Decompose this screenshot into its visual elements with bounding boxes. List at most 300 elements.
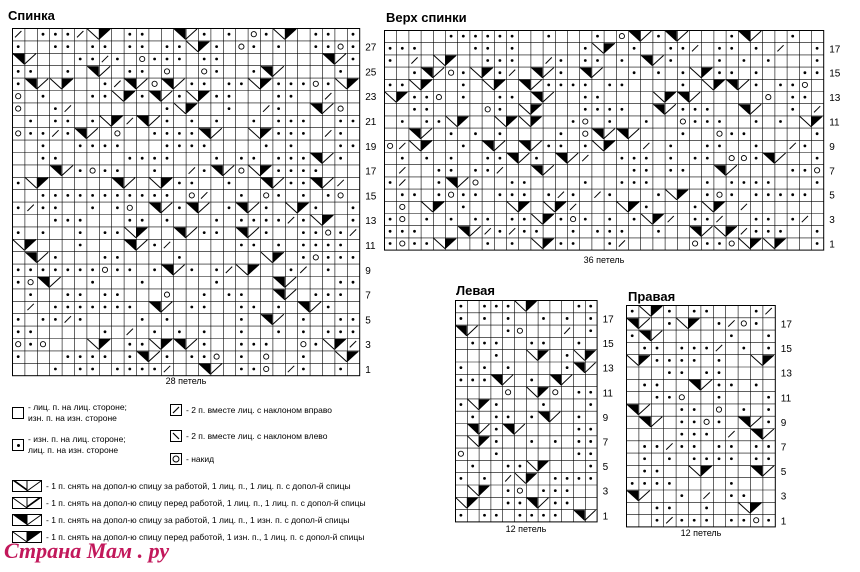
purl-dot <box>572 230 575 233</box>
purl-dot <box>680 347 683 350</box>
purl-dot <box>499 96 502 99</box>
purl-dot <box>339 318 342 321</box>
purl-dot <box>203 33 206 36</box>
purl-dot <box>265 206 268 209</box>
purl-dot <box>706 157 709 160</box>
purl-dot <box>54 368 57 371</box>
purl-dot <box>460 379 463 382</box>
chart-caption-right: 12 петель <box>680 528 722 538</box>
purl-dot <box>54 120 57 123</box>
purl-dot <box>277 45 280 48</box>
purl-dot <box>203 355 206 358</box>
purl-dot <box>128 219 131 222</box>
purl-dot <box>657 35 660 38</box>
purl-dot <box>314 169 317 172</box>
purl-dot <box>718 420 721 423</box>
purl-dot <box>228 82 231 85</box>
row-number-label: 9 <box>602 412 609 424</box>
purl-dot <box>425 218 428 221</box>
purl-dot <box>450 218 453 221</box>
purl-dot <box>339 144 342 147</box>
purl-dot <box>178 58 181 61</box>
purl-dot <box>17 206 20 209</box>
purl-dot <box>277 244 280 247</box>
legend-cable3-text: - 1 п. снять на допол-ю спицу за работой, 1 лиц. п., 1 изн. п. с допол-й спицы <box>46 514 350 525</box>
purl-dot <box>116 368 119 371</box>
purl-dot <box>141 368 144 371</box>
purl-dot <box>91 95 94 98</box>
purl-dot <box>816 242 819 245</box>
purl-dot <box>542 403 545 406</box>
purl-dot <box>566 317 569 320</box>
purl-dot <box>240 82 243 85</box>
purl-dot <box>705 433 708 436</box>
purl-dot <box>486 157 489 160</box>
purl-dot <box>705 519 708 522</box>
purl-dot <box>91 368 94 371</box>
purl-dot <box>413 193 416 196</box>
purl-dot <box>633 181 636 184</box>
purl-dot <box>523 181 526 184</box>
purl-dot <box>507 366 510 369</box>
row-number-label: 17 <box>829 44 841 56</box>
purl-dot <box>560 218 563 221</box>
purl-dot <box>66 219 69 222</box>
purl-dot <box>240 343 243 346</box>
row-number-label: 27 <box>365 42 377 54</box>
purl-dot <box>682 71 685 74</box>
purl-dot <box>755 71 758 74</box>
purl-dot <box>277 306 280 309</box>
purl-dot <box>215 58 218 61</box>
purl-dot <box>17 355 20 358</box>
purl-dot <box>277 194 280 197</box>
purl-dot <box>265 343 268 346</box>
purl-dot <box>128 268 131 271</box>
purl-dot <box>730 47 733 50</box>
purl-dot <box>91 306 94 309</box>
purl-dot <box>547 84 550 87</box>
purl-dot <box>252 157 255 160</box>
purl-dot <box>584 96 587 99</box>
purl-dot <box>669 59 672 62</box>
row-number-label: 9 <box>829 141 835 153</box>
purl-dot <box>79 231 82 234</box>
purl-dot <box>668 396 671 399</box>
purl-dot <box>791 218 794 221</box>
purl-dot <box>190 182 193 185</box>
purl-dot <box>530 514 533 517</box>
purl-dot <box>462 71 465 74</box>
purl-dot <box>499 193 502 196</box>
purl-dot <box>54 45 57 48</box>
purl-dot <box>486 59 489 62</box>
purl-dot <box>706 181 709 184</box>
purl-dot <box>425 242 428 245</box>
purl-dot <box>645 169 648 172</box>
purl-dot <box>54 318 57 321</box>
purl-dot <box>17 268 20 271</box>
purl-dot <box>495 415 498 418</box>
purl-dot <box>680 494 683 497</box>
purl-dot <box>462 206 465 209</box>
purl-dot <box>240 244 243 247</box>
purl-dot <box>705 507 708 510</box>
purl-dot <box>804 71 807 74</box>
purl-dot <box>265 33 268 36</box>
purl-dot <box>302 132 305 135</box>
purl-dot <box>252 45 255 48</box>
purl-dot <box>643 347 646 350</box>
purl-dot <box>554 514 557 517</box>
purl-dot <box>389 47 392 50</box>
purl-dot <box>530 440 533 443</box>
purl-dot <box>228 293 231 296</box>
purl-dot <box>265 231 268 234</box>
purl-dot <box>507 415 510 418</box>
purl-dot <box>643 457 646 460</box>
purl-dot <box>79 355 82 358</box>
purl-dot <box>153 244 156 247</box>
purl-dot <box>755 157 758 160</box>
purl-dot <box>547 145 550 148</box>
purl-dot <box>128 355 131 358</box>
chart-top-grid <box>384 30 854 255</box>
purl-dot <box>29 293 32 296</box>
purl-dot <box>413 108 416 111</box>
purl-dot <box>767 445 770 448</box>
purl-dot <box>542 489 545 492</box>
purl-dot <box>554 489 557 492</box>
row-number-label: 3 <box>829 215 835 227</box>
purl-dot <box>128 368 131 371</box>
purl-dot <box>42 194 45 197</box>
purl-dot <box>779 230 782 233</box>
purl-dot <box>339 120 342 123</box>
purl-dot <box>523 218 526 221</box>
purl-dot <box>767 218 770 221</box>
purl-dot <box>104 194 107 197</box>
purl-dot <box>767 457 770 460</box>
purl-dot <box>608 120 611 123</box>
purl-dot <box>116 306 119 309</box>
purl-dot <box>547 193 550 196</box>
purl-dot <box>128 343 131 346</box>
legend-cable2-text: - 1 п. снять на допол-ю спицу перед работой, 1 лиц. п., 1 лиц. п. с допол-й спицы <box>46 497 366 508</box>
purl-dot <box>240 157 243 160</box>
purl-dot <box>566 477 569 480</box>
legend-cable1 <box>12 480 351 492</box>
purl-dot <box>668 457 671 460</box>
purl-dot <box>507 329 510 332</box>
purl-dot <box>277 219 280 222</box>
purl-dot <box>507 305 510 308</box>
purl-dot <box>327 330 330 333</box>
purl-dot <box>608 108 611 111</box>
purl-dot <box>578 415 581 418</box>
purl-dot <box>302 368 305 371</box>
knit-symbol-icon <box>12 407 24 419</box>
purl-dot <box>816 59 819 62</box>
purl-dot <box>566 354 569 357</box>
purl-dot <box>166 45 169 48</box>
purl-dot <box>705 310 708 313</box>
row-number-label: 7 <box>365 290 371 302</box>
purl-dot <box>314 206 317 209</box>
purl-dot <box>314 45 317 48</box>
purl-dot <box>791 96 794 99</box>
legend-k2tog-left-text: - 2 п. вместе лиц. с наклоном влево <box>186 430 328 441</box>
purl-dot <box>462 145 465 148</box>
legend-k2tog-left <box>170 430 327 442</box>
purl-dot <box>178 95 181 98</box>
purl-dot <box>66 293 69 296</box>
purl-dot <box>79 219 82 222</box>
purl-dot <box>401 230 404 233</box>
purl-dot <box>215 157 218 160</box>
purl-dot <box>511 47 514 50</box>
purl-dot <box>643 482 646 485</box>
purl-dot <box>621 181 624 184</box>
purl-dot <box>483 477 486 480</box>
purl-dot <box>608 84 611 87</box>
row-number-label: 5 <box>780 467 787 479</box>
purl-dot <box>277 107 280 110</box>
purl-dot <box>29 268 32 271</box>
purl-dot <box>511 242 514 245</box>
purl-dot <box>352 219 355 222</box>
purl-dot <box>656 445 659 448</box>
purl-dot <box>596 35 599 38</box>
purl-dot <box>668 322 671 325</box>
purl-dot <box>767 230 770 233</box>
purl-dot <box>474 193 477 196</box>
purl-dot <box>79 306 82 309</box>
purl-dot <box>352 256 355 259</box>
purl-dot <box>730 181 733 184</box>
purl-dot <box>277 120 280 123</box>
purl-dot <box>141 33 144 36</box>
row-number-label: 17 <box>365 166 377 178</box>
purl-dot <box>511 59 514 62</box>
purl-dot <box>511 218 514 221</box>
purl-dot <box>578 477 581 480</box>
row-number-label: 21 <box>365 117 377 128</box>
purl-dot <box>302 256 305 259</box>
purl-dot <box>755 218 758 221</box>
purl-dot <box>203 231 206 234</box>
purl-dot <box>153 58 156 61</box>
purl-dot <box>779 193 782 196</box>
purl-dot <box>54 194 57 197</box>
purl-dot <box>203 82 206 85</box>
purl-dot <box>327 293 330 296</box>
purl-dot <box>499 108 502 111</box>
purl-dot <box>302 194 305 197</box>
purl-dot <box>302 330 305 333</box>
purl-dot <box>141 194 144 197</box>
purl-dot <box>755 384 758 387</box>
purl-dot <box>560 84 563 87</box>
purl-dot <box>401 157 404 160</box>
purl-dot <box>507 489 510 492</box>
purl-dot <box>499 35 502 38</box>
purl-dot <box>767 519 770 522</box>
purl-dot <box>499 59 502 62</box>
legend-purl <box>12 434 126 456</box>
purl-dot <box>656 347 659 350</box>
purl-dot <box>656 384 659 387</box>
purl-dot <box>486 218 489 221</box>
purl-dot <box>621 230 624 233</box>
purl-dot <box>519 465 522 468</box>
chart-caption-back: 28 петель <box>165 376 207 386</box>
purl-dot <box>190 355 193 358</box>
row-number-label: 3 <box>365 340 371 352</box>
purl-dot <box>17 281 20 284</box>
purl-dot <box>240 219 243 222</box>
purl-dot <box>290 157 293 160</box>
purl-dot <box>352 318 355 321</box>
purl-dot <box>633 157 636 160</box>
purl-dot <box>252 343 255 346</box>
purl-dot <box>352 330 355 333</box>
purl-dot <box>656 396 659 399</box>
purl-dot <box>460 305 463 308</box>
purl-dot <box>141 95 144 98</box>
purl-dot <box>290 182 293 185</box>
purl-dot <box>104 330 107 333</box>
row-number-label: 3 <box>780 491 787 503</box>
purl-dot <box>327 256 330 259</box>
purl-dot <box>530 342 533 345</box>
purl-dot <box>79 194 82 197</box>
row-number-label: 11 <box>780 393 792 405</box>
purl-dot <box>656 519 659 522</box>
purl-dot <box>499 132 502 135</box>
purl-dot <box>215 268 218 271</box>
purl-dot <box>42 144 45 147</box>
purl-dot <box>327 33 330 36</box>
purl-dot <box>816 47 819 50</box>
purl-dot <box>669 157 672 160</box>
purl-dot <box>252 70 255 73</box>
purl-dot <box>116 268 119 271</box>
purl-dot <box>277 157 280 160</box>
purl-dot <box>743 181 746 184</box>
purl-dot <box>166 318 169 321</box>
purl-dot <box>215 95 218 98</box>
purl-dot <box>471 465 474 468</box>
purl-dot <box>495 440 498 443</box>
purl-dot <box>694 218 697 221</box>
purl-dot <box>215 45 218 48</box>
purl-dot <box>730 71 733 74</box>
row-number-label: 15 <box>780 344 792 356</box>
purl-symbol-icon <box>12 439 24 451</box>
purl-dot <box>643 384 646 387</box>
chart-title-top: Верх спинки <box>386 10 467 25</box>
purl-dot <box>730 519 733 522</box>
purl-dot <box>141 219 144 222</box>
purl-dot <box>706 145 709 148</box>
purl-dot <box>141 157 144 160</box>
purl-dot <box>471 342 474 345</box>
purl-dot <box>589 428 592 431</box>
purl-dot <box>42 231 45 234</box>
purl-dot <box>486 35 489 38</box>
purl-dot <box>314 244 317 247</box>
purl-dot <box>669 47 672 50</box>
purl-dot <box>203 330 206 333</box>
purl-dot <box>633 47 636 50</box>
purl-dot <box>743 132 746 135</box>
cable-right-purl-icon <box>12 514 42 526</box>
row-number-label: 1 <box>365 365 371 376</box>
purl-dot <box>706 193 709 196</box>
purl-dot <box>104 256 107 259</box>
purl-dot <box>718 371 721 374</box>
purl-dot <box>240 306 243 309</box>
purl-dot <box>104 355 107 358</box>
purl-dot <box>483 379 486 382</box>
purl-dot <box>519 502 522 505</box>
purl-dot <box>302 182 305 185</box>
purl-dot <box>66 194 69 197</box>
site-watermark: Страна Мам . ру <box>4 538 170 563</box>
row-number-label: 15 <box>602 339 614 351</box>
purl-dot <box>327 268 330 271</box>
purl-dot <box>153 157 156 160</box>
purl-dot <box>730 445 733 448</box>
purl-dot <box>178 182 181 185</box>
purl-dot <box>450 35 453 38</box>
purl-dot <box>572 120 575 123</box>
purl-dot <box>240 318 243 321</box>
purl-dot <box>178 330 181 333</box>
purl-dot <box>352 144 355 147</box>
purl-dot <box>339 368 342 371</box>
purl-dot <box>718 59 721 62</box>
legend-yo <box>170 453 214 465</box>
purl-dot <box>29 343 32 346</box>
purl-dot <box>104 169 107 172</box>
purl-dot <box>327 45 330 48</box>
purl-dot <box>401 84 404 87</box>
purl-dot <box>755 310 758 313</box>
purl-dot <box>742 408 745 411</box>
purl-dot <box>290 169 293 172</box>
purl-dot <box>104 95 107 98</box>
purl-dot <box>507 317 510 320</box>
purl-dot <box>804 193 807 196</box>
purl-dot <box>352 33 355 36</box>
purl-dot <box>507 465 510 468</box>
row-number-label: 15 <box>365 191 377 203</box>
purl-dot <box>668 507 671 510</box>
purl-dot <box>190 306 193 309</box>
purl-dot <box>755 84 758 87</box>
legend-cable3 <box>12 514 349 526</box>
purl-dot <box>705 347 708 350</box>
purl-dot <box>166 355 169 358</box>
purl-dot <box>621 157 624 160</box>
purl-dot <box>277 132 280 135</box>
purl-dot <box>314 343 317 346</box>
purl-dot <box>389 181 392 184</box>
purl-dot <box>669 145 672 148</box>
purl-dot <box>608 230 611 233</box>
